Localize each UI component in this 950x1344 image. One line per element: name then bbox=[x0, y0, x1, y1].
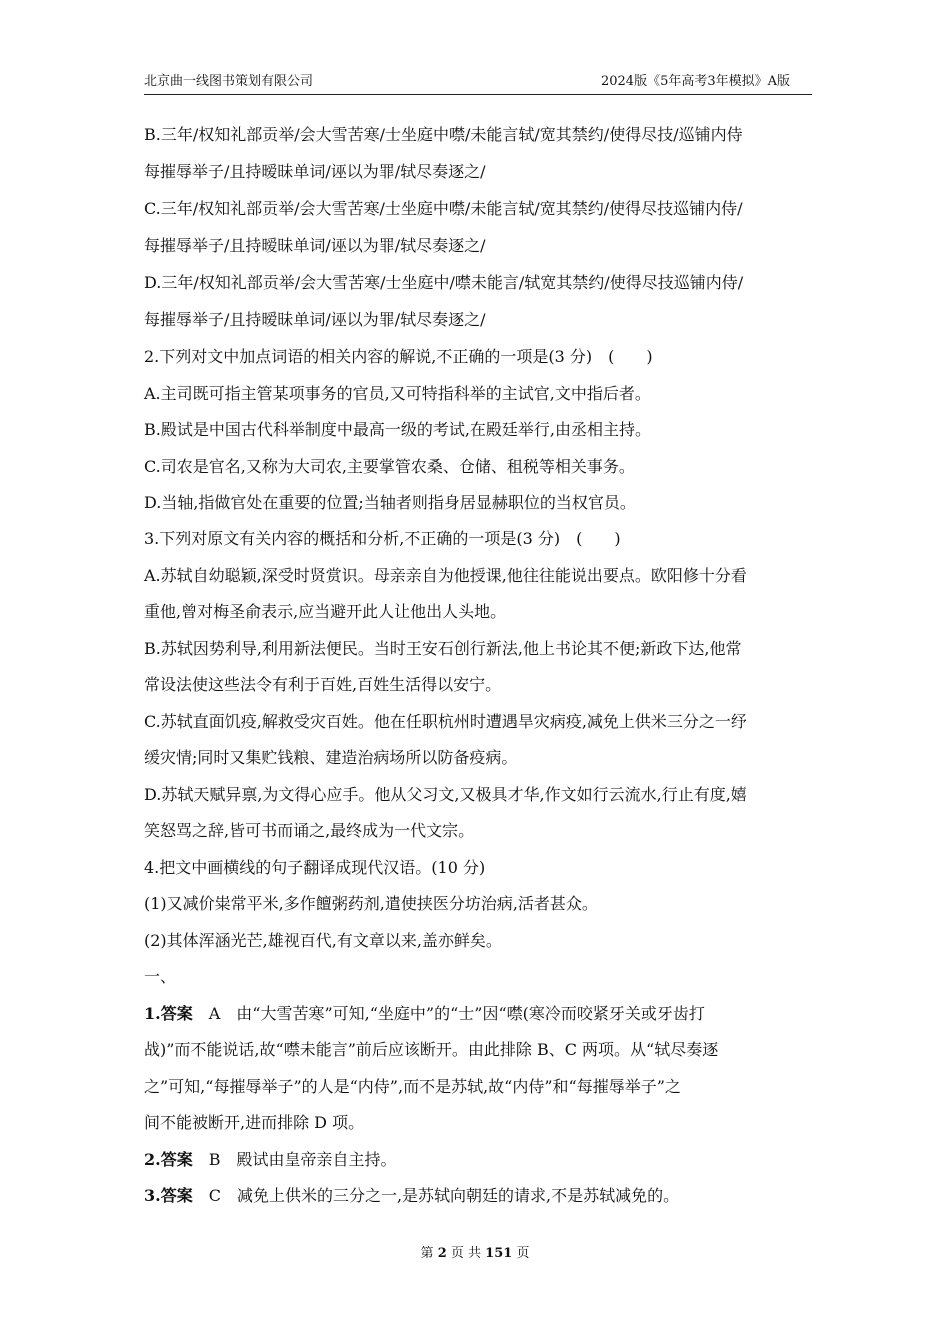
question-4-stem: 4.把文中画横线的句子翻译成现代汉语。(10 分) bbox=[144, 858, 486, 877]
question-3-stem: 3.下列对原文有关内容的概括和分析,不正确的一项是(3 分) ( ) bbox=[144, 529, 621, 548]
question-3-option-d-line-2: 笑怒骂之辞,皆可书而诵之,最终成为一代文宗。 bbox=[144, 821, 475, 840]
answer-1-line-1 bbox=[144, 1003, 705, 1025]
footer-suffix: 页 bbox=[516, 1246, 530, 1261]
book-title: 2024版《5年高考3年模拟》A版 bbox=[600, 74, 790, 89]
answer-2 bbox=[144, 1149, 396, 1171]
question-3-option-c-line-1: C.苏轼直面饥疫,解救受灾百姓。他在任职杭州时遭遇旱灾病疫,减免上供米三分之一纾 bbox=[144, 712, 747, 731]
option-b-line-2: 每摧辱举子/且持暧昧单词/诬以为罪/轼尽奏逐之/ bbox=[144, 162, 486, 181]
question-3-option-a-line-1: A.苏轼自幼聪颖,深受时贤赏识。母亲亲自为他授课,他往往能说出要点。欧阳修十分看 bbox=[144, 566, 747, 585]
question-4-sentence-1: (1)又减价粜常平米,多作饘粥药剂,遣使挟医分坊治病,活者甚众。 bbox=[144, 894, 598, 913]
total-page-count: 151 bbox=[485, 1246, 513, 1261]
question-2-option-d: D.当轴,指做官处在重要的位置;当轴者则指身居显赫职位的当权官员。 bbox=[144, 493, 636, 512]
answer-1-line-3: 之”可知,“每摧辱举子”的人是“内侍”,而不是苏轼,故“内侍”和“每摧辱举子”之 bbox=[144, 1077, 681, 1096]
question-3-option-a-line-2: 重他,曾对梅圣俞表示,应当避开此人让他出人头地。 bbox=[144, 602, 507, 621]
question-2-option-b: B.殿试是中国古代科举制度中最高一级的考试,在殿廷举行,由丞相主持。 bbox=[144, 420, 652, 439]
current-page-number: 2 bbox=[437, 1246, 447, 1261]
question-2-option-c: C.司农是官名,又称为大司农,主要掌管农桑、仓储、租税等相关事务。 bbox=[144, 457, 635, 476]
option-d-line-2: 每摧辱举子/且持暧昧单词/诬以为罪/轼尽奏逐之/ bbox=[144, 310, 486, 329]
question-2-option-a: A.主司既可指主管某项事务的官员,又可特指科举的主试官,文中指后者。 bbox=[144, 384, 651, 403]
answer-1-line-2: 战)”而不能说话,故“噤未能言”前后应该断开。由此排除 B、C 两项。从“轼尽奏逐 bbox=[144, 1040, 719, 1059]
question-3-option-c-line-2: 缓灾情;同时又集贮钱粮、建造治病场所以防备疫病。 bbox=[144, 748, 518, 767]
answer-section-heading: 一、 bbox=[144, 967, 177, 986]
answer-label: 3.答案 bbox=[144, 1186, 193, 1205]
question-3-option-d-line-1: D.苏轼天赋异禀,为文得心应手。他从父习文,又极具才华,作文如行云流水,行止有度,嬉 bbox=[144, 785, 747, 804]
publisher-name: 北京曲一线图书策划有限公司 bbox=[144, 74, 314, 89]
footer-prefix: 第 bbox=[420, 1246, 434, 1261]
page-header bbox=[144, 72, 812, 95]
question-3-option-b-line-1: B.苏轼因势利导,利用新法便民。当时王安石创行新法,他上书论其不便;新政下达,他常 bbox=[144, 639, 742, 658]
answer-3 bbox=[144, 1185, 679, 1207]
question-2-stem: 2.下列对文中加点词语的相关内容的解说,不正确的一项是(3 分) ( ) bbox=[144, 347, 653, 366]
answer-text: A 由“大雪苦寒”可知,“坐庭中”的“士”因“噤(寒冷而咬紧牙关或牙齿打 bbox=[192, 1004, 705, 1023]
footer-middle: 页 共 bbox=[450, 1246, 482, 1261]
question-3-option-b-line-2: 常设法使这些法令有利于百姓,百姓生活得以安宁。 bbox=[144, 675, 502, 694]
option-d-line-1: D.三年/权知礼部贡举/会大雪苦寒/士坐庭中/噤未能言/轼宽其禁约/使得尽技巡铺内侍/ bbox=[144, 273, 744, 292]
option-c-line-1: C.三年/权知礼部贡举/会大雪苦寒/士坐庭中噤/未能言轼/宽其禁约/使得尽技巡铺内侍/ bbox=[144, 199, 743, 218]
answer-text: B 殿试由皇帝亲自主持。 bbox=[192, 1150, 397, 1169]
answer-text: C 减免上供米的三分之一,是苏轼向朝廷的请求,不是苏轼减免的。 bbox=[192, 1186, 680, 1205]
answer-label: 1.答案 bbox=[144, 1004, 193, 1023]
question-4-sentence-2: (2)其体浑涵光芒,雄视百代,有文章以来,盖亦鲜矣。 bbox=[144, 931, 502, 950]
option-c-line-2: 每摧辱举子/且持暧昧单词/诬以为罪/轼尽奏逐之/ bbox=[144, 236, 486, 255]
answer-1-line-4: 间不能被断开,进而排除 D 项。 bbox=[144, 1113, 365, 1132]
answer-label: 2.答案 bbox=[144, 1150, 193, 1169]
option-b-line-1: B.三年/权知礼部贡举/会大雪苦寒/士坐庭中噤/未能言轼/宽其禁约/使得尽技/巡铺内侍 bbox=[144, 125, 743, 144]
page-footer bbox=[0, 1245, 950, 1263]
